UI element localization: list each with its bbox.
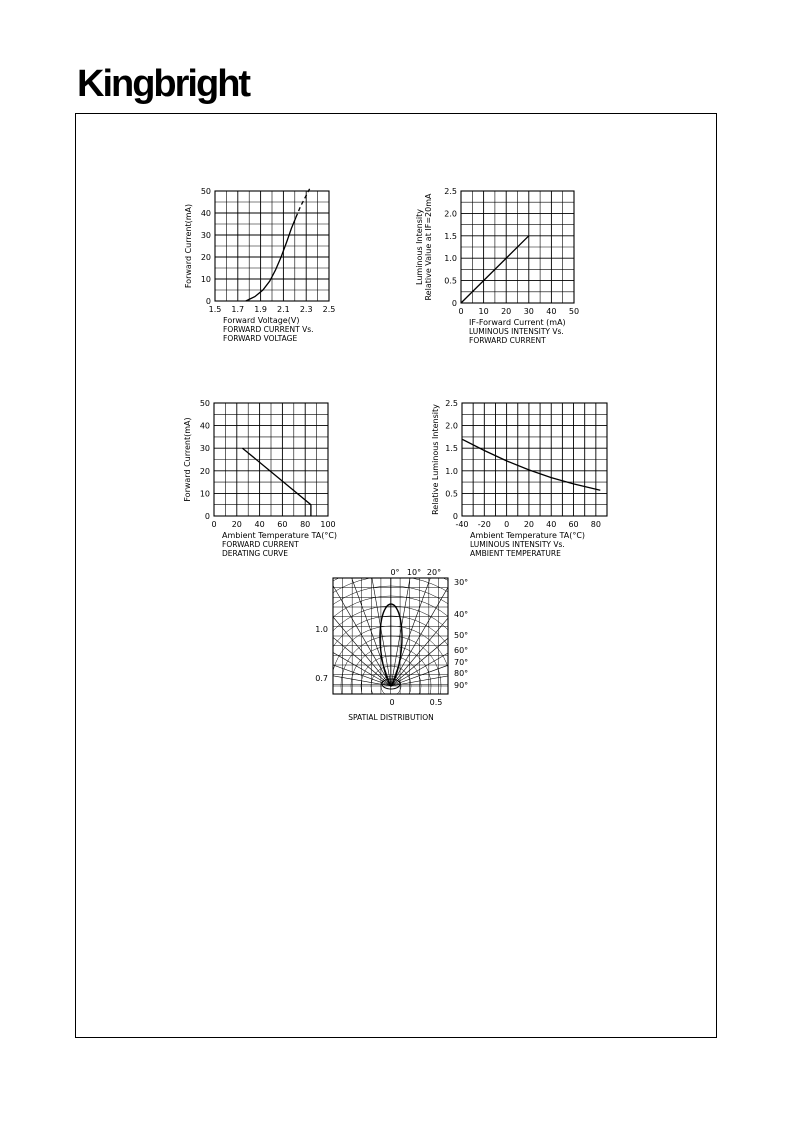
y-tick-label: 20: [200, 253, 211, 262]
chart-caption: LUMINOUS INTENSITY Vs.: [469, 327, 564, 336]
x-tick-label: 30: [523, 307, 534, 316]
y-axis-label: Forward Current(mA): [184, 203, 193, 289]
bottom-label: 0.5: [429, 698, 443, 707]
series-line: [246, 217, 296, 301]
angle-label: 50°: [454, 631, 469, 640]
y-tick-label: 1.5: [445, 444, 458, 454]
x-tick-label: 80: [590, 520, 601, 529]
chart-caption: AMBIENT TEMPERATURE: [470, 549, 561, 558]
y-tick-label: 2.5: [444, 187, 457, 196]
angle-label: 0°: [390, 568, 400, 577]
chart-caption: FORWARD VOLTAGE: [223, 334, 298, 343]
x-tick-label: 1.5: [208, 305, 222, 314]
x-tick-label: 2.5: [322, 305, 336, 314]
y-tick-label: 10: [199, 489, 210, 499]
y-tick-label: 10: [200, 275, 211, 284]
x-tick-label: 20: [231, 520, 242, 529]
y-tick-label: 1.0: [445, 466, 458, 476]
x-tick-label: 80: [300, 520, 311, 529]
y-tick-label: 2.0: [445, 421, 458, 431]
polar-spoke: [203, 618, 391, 686]
y-axis-label: Relative Luminous Intensity: [431, 404, 440, 515]
angle-label: 30°: [454, 578, 469, 587]
x-tick-label: -20: [477, 520, 491, 529]
angle-label: 70°: [454, 658, 469, 667]
chart2-group: [415, 187, 579, 345]
y-tick-label: 2.5: [445, 399, 458, 408]
x-tick-label: 1.9: [254, 305, 267, 314]
x-tick-label: 20: [523, 520, 535, 529]
y-tick-label: 1.0: [444, 254, 457, 264]
angle-label: 20°: [426, 568, 442, 577]
y-axis-label: Relative Value at IF=20mA: [424, 193, 433, 301]
x-tick-label: 2.3: [299, 305, 313, 314]
y-tick-label: 0: [452, 512, 458, 521]
y-tick-label: 20: [199, 466, 210, 476]
x-tick-label: 20: [501, 307, 512, 316]
x-axis-label: Ambient Temperature TA(°C): [470, 531, 586, 540]
y-tick-label: 50: [199, 399, 210, 408]
chart-caption: LUMINOUS INTENSITY Vs.: [470, 540, 565, 549]
y-tick-label: 1.5: [444, 231, 457, 241]
angle-label: 10°: [406, 568, 422, 577]
y-tick-label: 40: [199, 421, 210, 431]
chart-caption: FORWARD CURRENT: [222, 540, 299, 549]
x-tick-label: 100: [320, 520, 336, 529]
x-tick-label: 0: [504, 520, 510, 529]
polar-spoke: [391, 498, 459, 686]
y-tick-label: 2.0: [444, 209, 457, 219]
angle-label: 90°: [454, 681, 469, 690]
y-tick-label: 0.5: [445, 489, 458, 499]
x-axis-label: Ambient Temperature TA(°C): [222, 531, 338, 540]
chart-caption: FORWARD CURRENT Vs.: [223, 325, 314, 334]
chart4-group: [431, 399, 607, 558]
x-axis-label: IF-Forward Current (mA): [469, 318, 566, 327]
series-line: [462, 439, 600, 490]
y-axis-label: Forward Current(mA): [183, 417, 192, 502]
y-tick-label: 30: [199, 444, 210, 454]
chart-caption: FORWARD CURRENT: [469, 336, 546, 345]
x-tick-label: 40: [546, 307, 557, 316]
x-tick-label: 0: [211, 520, 217, 529]
x-tick-label: 40: [546, 520, 557, 529]
y-tick-label: 0: [451, 299, 457, 308]
chart3-group: [183, 399, 337, 558]
x-tick-label: 1.7: [231, 305, 245, 314]
chart-caption: DERATING CURVE: [222, 549, 288, 558]
x-axis-label: Forward Voltage(V): [223, 316, 300, 325]
x-tick-label: 10: [478, 307, 489, 316]
y-tick-label: 40: [200, 209, 211, 218]
polar-spoke: [238, 557, 391, 686]
x-tick-label: 2.1: [277, 305, 290, 314]
y-tick-label: 0: [204, 512, 210, 521]
chart-caption: SPATIAL DISTRIBUTION: [348, 713, 434, 722]
bottom-label: 0: [389, 698, 395, 707]
x-tick-label: 0: [458, 307, 464, 316]
x-tick-label: 60: [277, 520, 288, 529]
x-tick-label: 60: [568, 520, 579, 529]
angle-label: 40°: [454, 610, 469, 619]
radial-label: 1.0: [315, 625, 328, 634]
kingbright-logo: Kingbright: [77, 63, 250, 105]
x-tick-label: 40: [254, 520, 265, 529]
angle-label: 60°: [454, 646, 469, 655]
angle-label: 80°: [454, 669, 469, 678]
y-tick-label: 30: [200, 231, 211, 240]
y-tick-label: 50: [200, 187, 211, 196]
chart1-group: [184, 187, 335, 343]
y-tick-label: 0.5: [444, 276, 457, 286]
x-tick-label: -40: [455, 520, 469, 529]
radial-label: 0.7: [315, 674, 328, 683]
y-axis-label: Luminous Intensity: [415, 209, 424, 285]
x-tick-label: 50: [568, 307, 580, 316]
y-tick-label: 0: [205, 297, 211, 306]
